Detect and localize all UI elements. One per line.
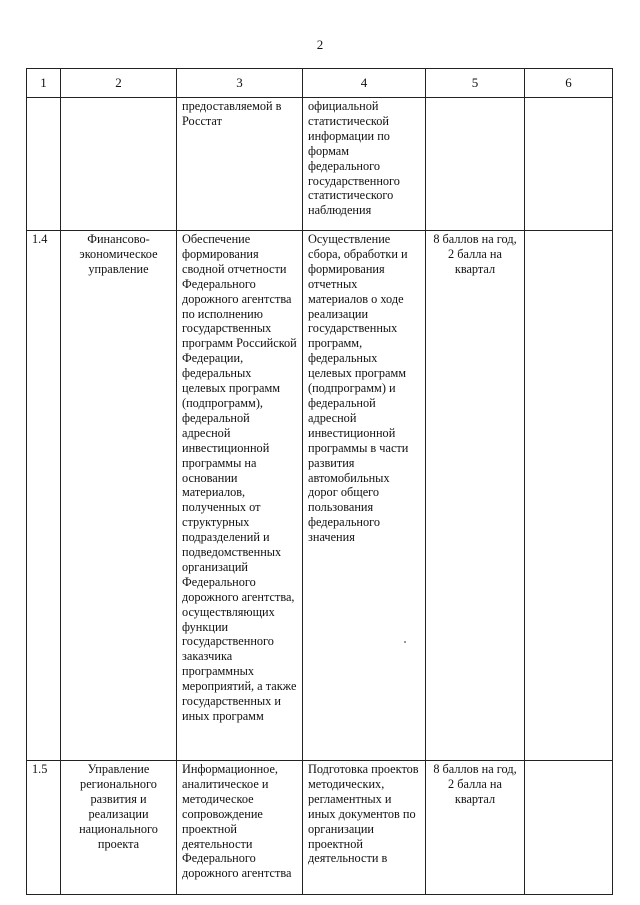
unit-cell: Управление регионального развития и реализации национального проекта	[61, 761, 177, 895]
task-cell: Обеспечение формирования сводной отчетности Федерального дорожного агентства по исполнению государственных программ Российской Федерации, федеральных целевых программ (подпрограмм), федеральной адресной инвестиционной программы на основании материалов, полученных от структурных подразделений и подведомственных организаций Федерального дорожного агентства, осуществляющих функции государственного заказчика программных мероприятий, а также государственных и иных программ	[177, 231, 303, 761]
column-header: 5	[426, 69, 525, 98]
row-number-cell	[27, 98, 61, 231]
column-header: 6	[525, 69, 613, 98]
extra-cell	[525, 761, 613, 895]
score-cell: 8 баллов на год, 2 балла на квартал	[426, 231, 525, 761]
scan-speck	[404, 641, 406, 643]
unit-cell	[61, 98, 177, 231]
table-row	[27, 231, 613, 761]
score-cell: 8 баллов на год, 2 балла на квартал	[426, 761, 525, 895]
column-header: 2	[61, 69, 177, 98]
function-cell: Осуществление сбора, обработки и формирования отчетных материалов о ходе реализации государственных программ, федеральных целевых программ (подпрограмм) и федеральной адресной инвестиционной программы в части развития автомобильных дорог общего пользования федерального значения	[303, 231, 426, 761]
extra-cell	[525, 98, 613, 231]
score-cell	[426, 98, 525, 231]
criteria-table	[26, 68, 613, 895]
page-number: 2	[316, 37, 324, 52]
column-header: 1	[27, 69, 61, 98]
row-number-cell: 1.5	[27, 761, 61, 895]
table-row	[27, 98, 613, 231]
column-header: 4	[303, 69, 426, 98]
task-cell: предоставляемой в Росстат	[177, 98, 303, 231]
table-row	[27, 761, 613, 895]
task-cell: Информационное, аналитическое и методическое сопровождение проектной деятельности Федерального дорожного агентства	[177, 761, 303, 895]
table-header-row	[27, 69, 613, 98]
function-cell: официальной статистической информации по формам федерального государственного статистического наблюдения	[303, 98, 426, 231]
column-header: 3	[177, 69, 303, 98]
function-cell: Подготовка проектов методических, регламентных и иных документов по организации проектной деятельности в	[303, 761, 426, 895]
unit-cell: Финансово-экономическое управление	[61, 231, 177, 761]
row-number-cell: 1.4	[27, 231, 61, 761]
extra-cell	[525, 231, 613, 761]
